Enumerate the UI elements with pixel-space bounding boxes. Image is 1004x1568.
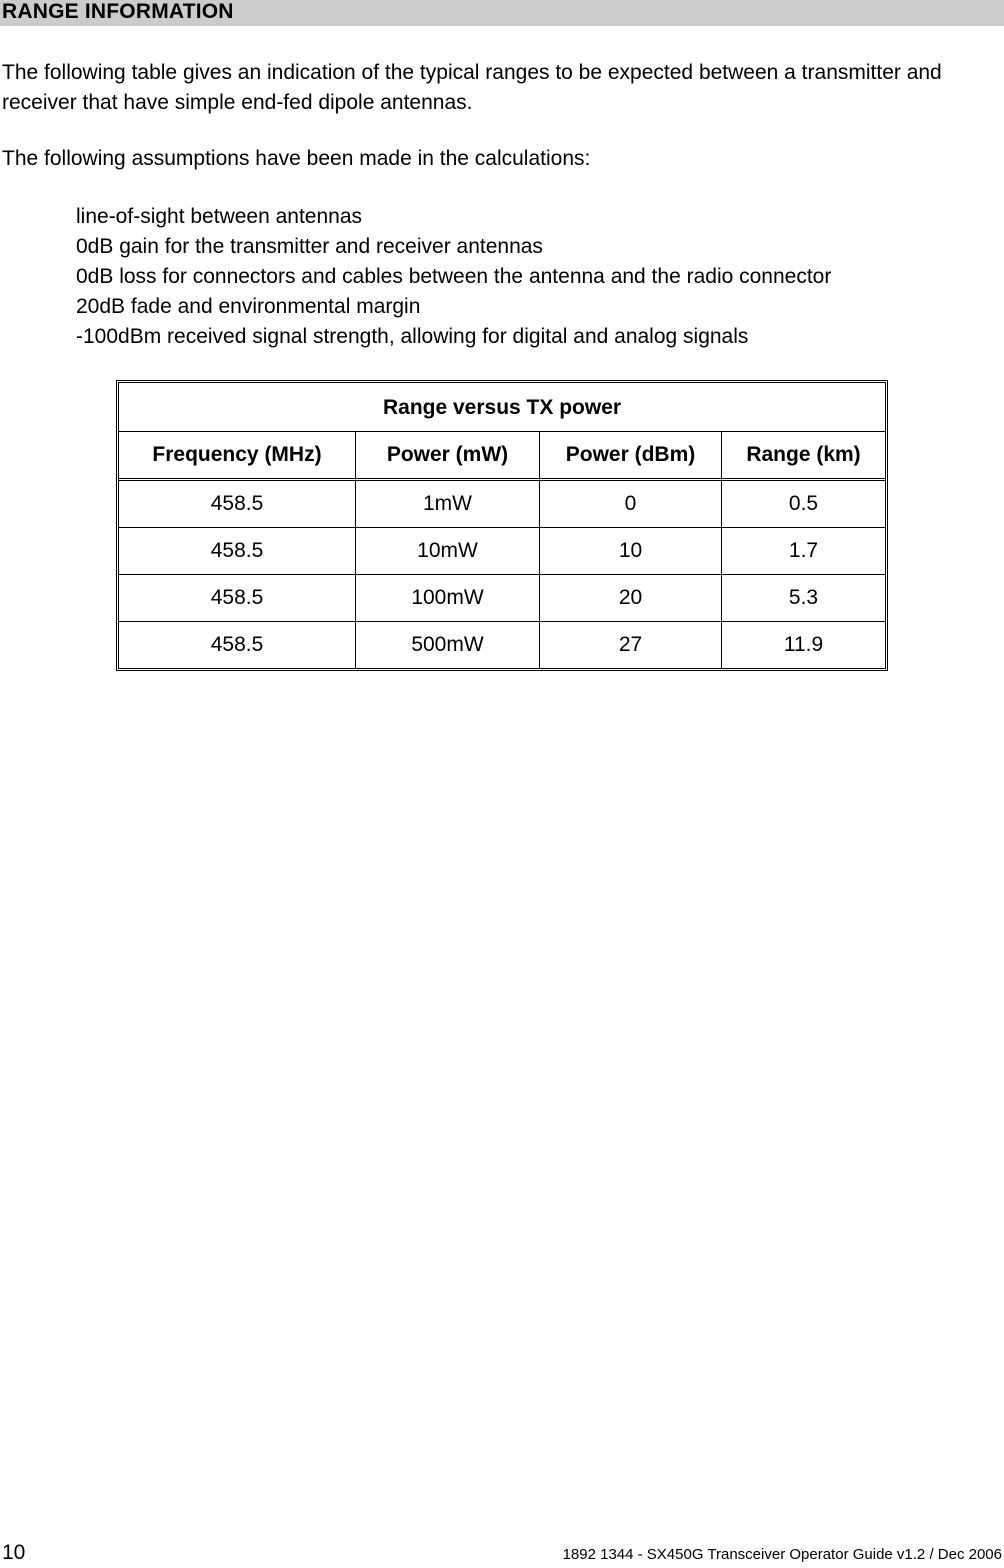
assumption-item: -100dBm received signal strength, allowing for digital and analog signals — [76, 325, 749, 348]
table-row — [119, 527, 885, 574]
assumptions-list — [76, 202, 831, 352]
page-number: 10 — [2, 1541, 26, 1564]
cell-frequency: 458.5 — [119, 574, 355, 621]
intro-paragraph: The following table gives an indication of the typical ranges to be expected between a transmitter and receiver that have simple end-fed dipole antennas. — [2, 61, 942, 114]
table-row — [119, 621, 885, 668]
table-caption-row — [119, 383, 885, 431]
assumption-item: 0dB gain for the transmitter and receiver antennas — [76, 235, 543, 258]
assumptions-intro: The following assumptions have been made in the calculations: — [2, 147, 591, 170]
cell-power-mw: 100mW — [355, 574, 539, 621]
table-row — [119, 574, 885, 621]
table-header-row — [119, 431, 885, 481]
cell-power-dbm: 0 — [539, 481, 721, 527]
cell-power-mw: 500mW — [355, 621, 539, 668]
table-row — [119, 481, 885, 527]
column-header-frequency: Frequency (MHz) — [119, 431, 355, 481]
cell-range: 5.3 — [721, 574, 885, 621]
cell-power-dbm: 20 — [539, 574, 721, 621]
assumption-item: 20dB fade and environmental margin — [76, 295, 421, 318]
column-header-power-mw: Power (mW) — [355, 431, 539, 481]
cell-range: 1.7 — [721, 527, 885, 574]
assumption-item: line-of-sight between antennas — [76, 205, 363, 228]
cell-power-dbm: 10 — [539, 527, 721, 574]
document-reference: 1892 1344 - SX450G Transceiver Operator Guide v1.2 / Dec 2006 — [562, 1546, 1002, 1563]
cell-power-dbm: 27 — [539, 621, 721, 668]
section-title: RANGE INFORMATION — [2, 0, 234, 23]
range-table-container — [116, 380, 888, 671]
cell-power-mw: 10mW — [355, 527, 539, 574]
cell-frequency: 458.5 — [210, 492, 264, 515]
cell-frequency: 458.5 — [119, 527, 355, 574]
range-table — [116, 380, 888, 671]
cell-range: 11.9 — [721, 621, 885, 668]
assumption-item: 0dB loss for connectors and cables between the antenna and the radio connector — [76, 265, 832, 288]
table-caption: Range versus TX power — [382, 396, 622, 419]
cell-power-mw: 1mW — [355, 481, 539, 527]
column-header-range: Range (km) — [721, 431, 885, 481]
cell-range: 0.5 — [721, 481, 885, 527]
column-header-power-dbm: Power (dBm) — [539, 431, 721, 481]
cell-frequency: 458.5 — [119, 621, 355, 668]
